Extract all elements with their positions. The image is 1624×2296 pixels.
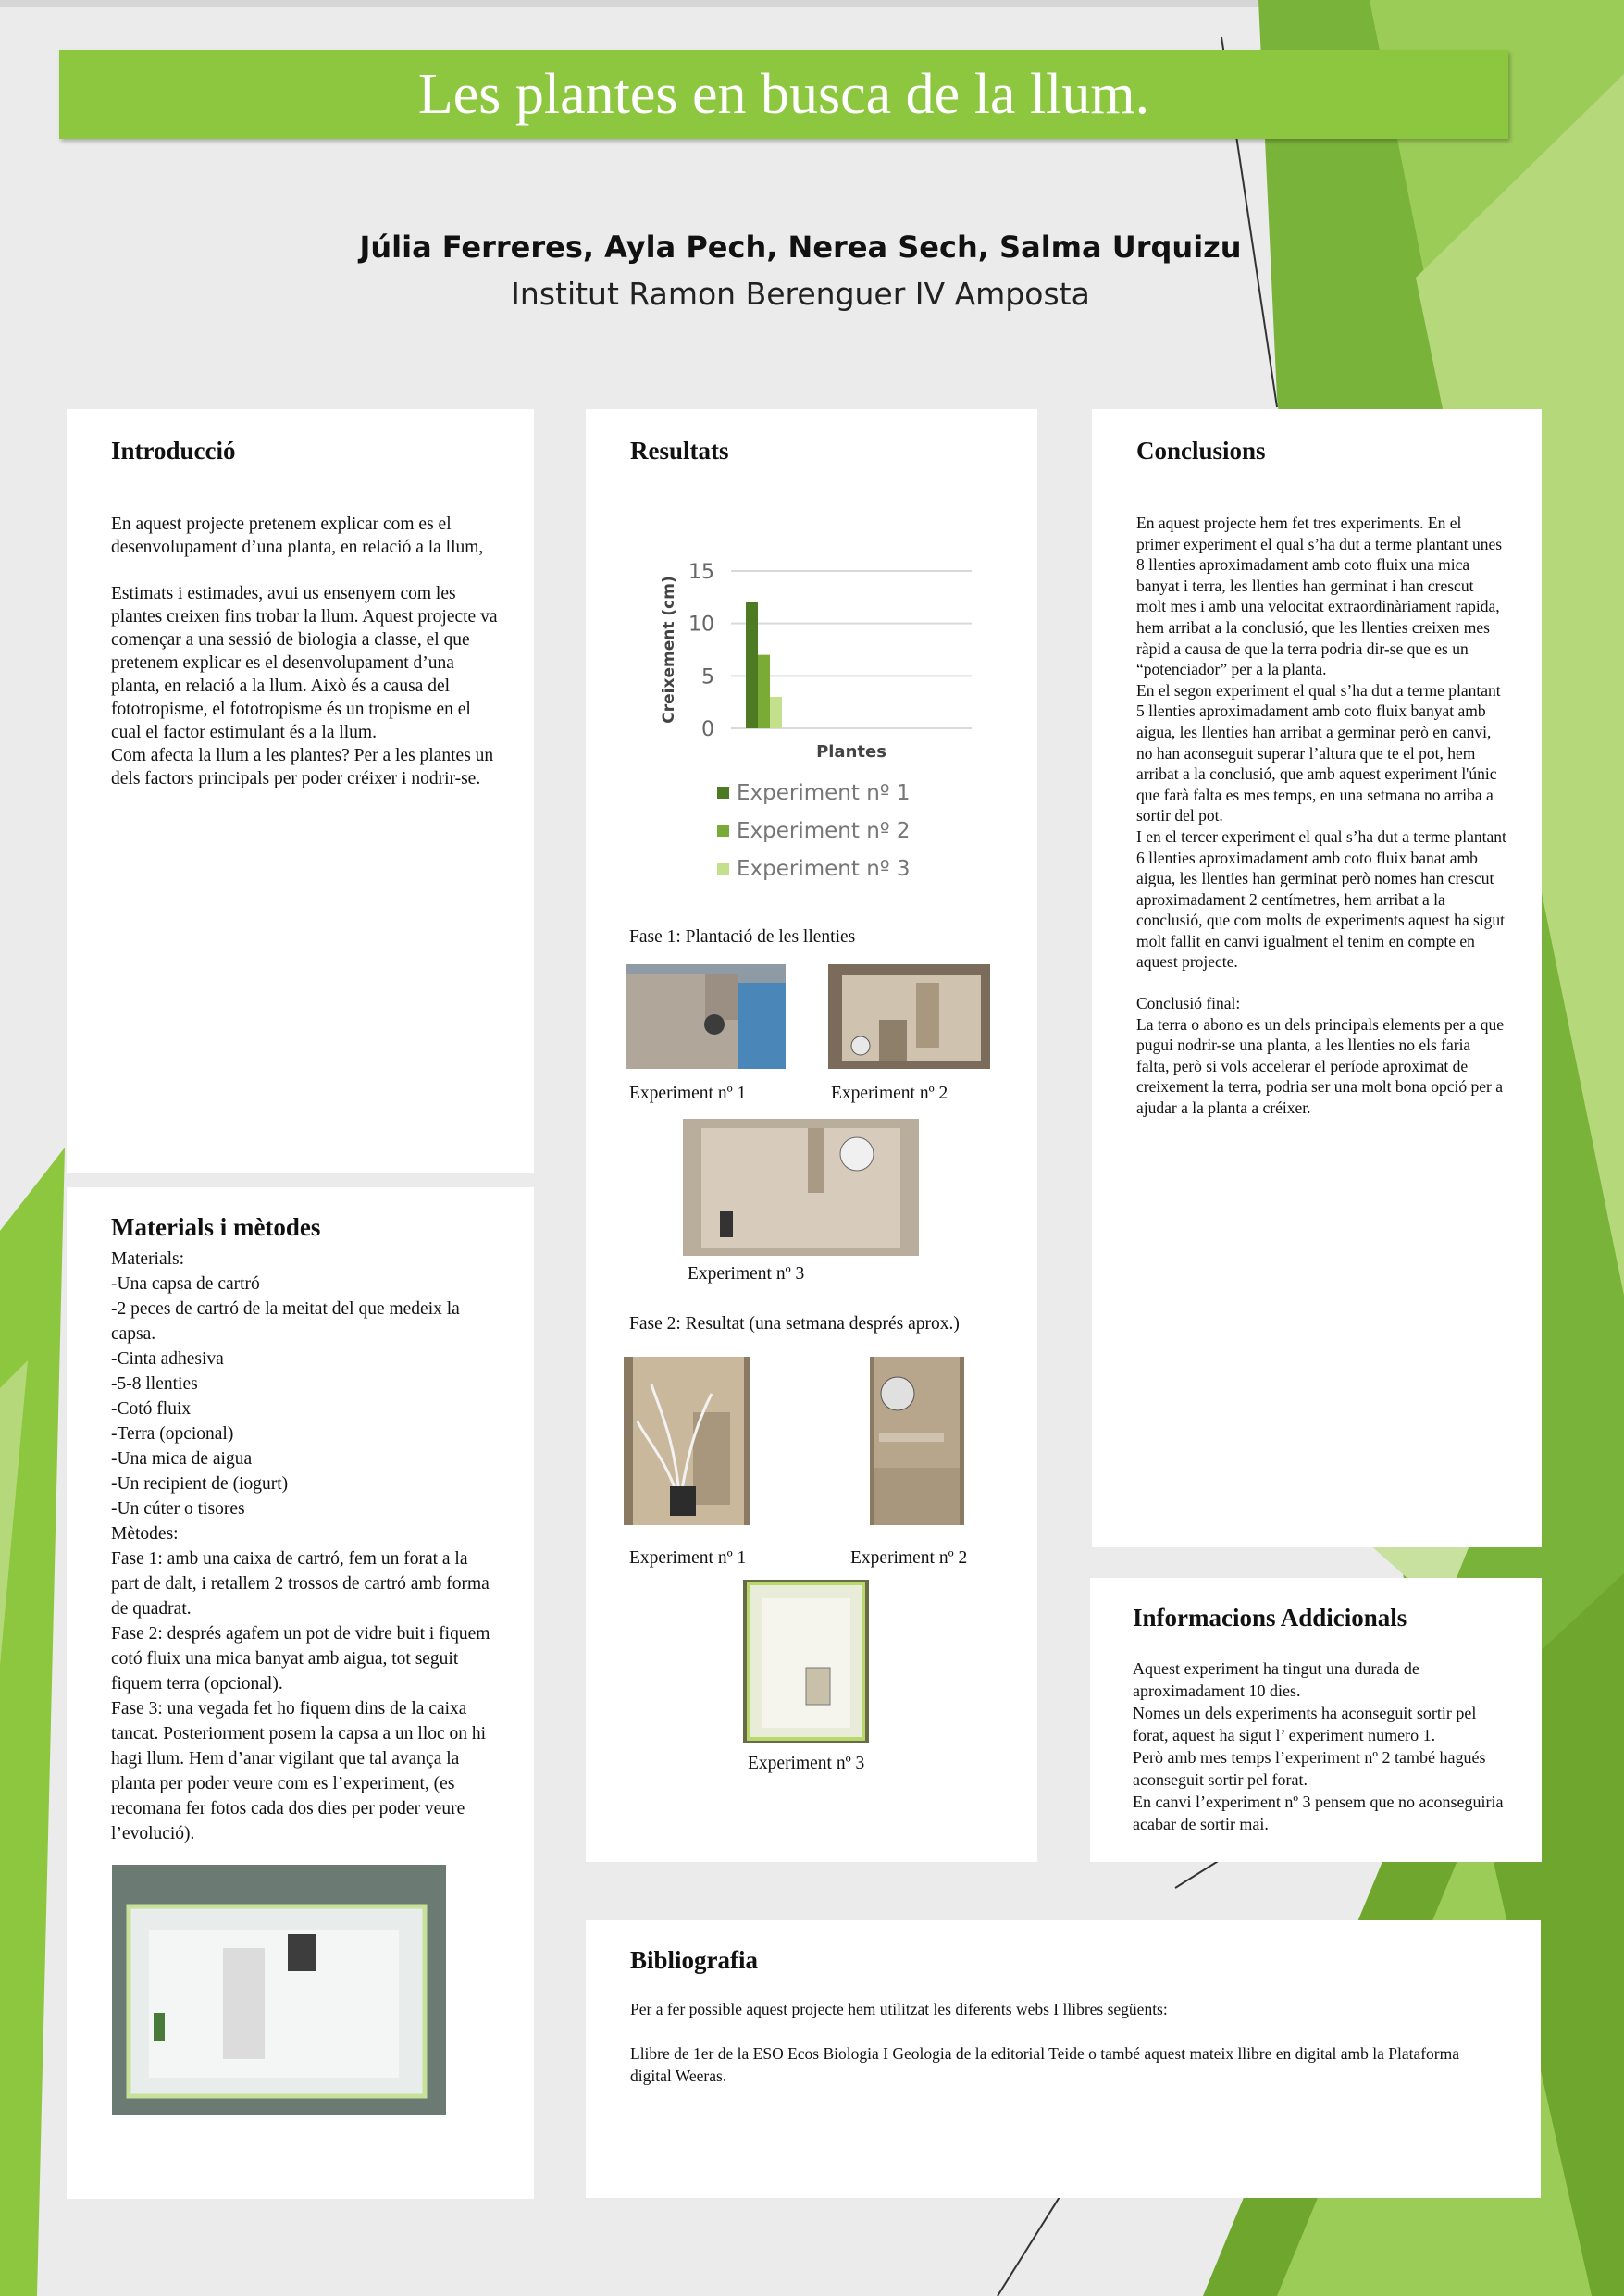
conclusions-heading: Conclusions [1136,437,1266,465]
bar-3 [770,697,782,728]
additional-paragraph: Aquest experiment ha tingut una durada de aproximadament 10 dies. [1133,1659,1419,1700]
bibliography-text [630,1998,1463,2087]
legend-swatch [717,787,729,799]
legend-label: Experiment nº 1 [737,781,911,805]
phase2-exp2-caption: Experiment nº 2 [850,1548,968,1568]
materials-line: Fase 3: una vegada fet ho fiquem dins de la caixa tancat. Posteriorment posem la capsa a un lloc on hi hagi llum. Hem d’anar vigilant que tal avança la planta per poder veure com es l’experiment, (es recomana fer fotos cada dos dies per poder veure l’evolució). [111,1699,487,1843]
materials-line: -Cotó fluix [111,1399,192,1419]
intro-text [111,513,500,790]
final-conclusion: La terra o abono es un dels principals elements per a que pugui nodrir-se una planta, a les llenties no els faria falta, però si vols accelerar el període aproximat de creixement la terra, podria ser una molt bona opció per a ajudar a la planta a créixer. [1136,1014,1505,1118]
additional-panel [1090,1578,1542,1862]
phase2-exp1-caption: Experiment nº 1 [629,1548,747,1568]
poster-title: Les plantes en busca de la llum. [59,50,1508,139]
phase1-exp3-photo [683,1119,919,1256]
additional-paragraph: En canvi l’experiment nº 3 pensem que no aconseguiria acabar de sortir mai. [1133,1793,1504,1833]
phase1-exp1-caption: Experiment nº 1 [629,1084,747,1103]
materials-line: Mètodes: [111,1524,179,1544]
legend-swatch [717,863,729,875]
materials-line: Fase 1: amb una caixa de cartró, fem un forat a la part de dalt, i retallem 2 trossos de cartró amb forma de quadrat. [111,1549,490,1619]
growth-chart [648,546,999,898]
additional-heading: Informacions Addicionals [1133,1604,1407,1632]
phase2-caption: Fase 2: Resultat (una setmana després aprox.) [629,1314,960,1334]
growth-bar-chart [648,546,999,898]
conclusions-paragraph: I en el tercer experiment el qual s’ha dut a terme plantant 6 llenties aproximadament amb coto fluix banat amb aigua, les llenties han germinat però nomes han crescut aproximadament 2 centímetres, hem arribat a la conclusió, que com molts de experiments aquest ha sigut molt fallit en canvi igualment el tenim en compte en aquest projecte. [1136,826,1506,972]
legend-label: Experiment nº 3 [737,857,911,881]
institution: Institut Ramon Berenguer IV Amposta [511,276,1090,312]
materials-text [111,1247,500,1846]
materials-line: -Una mica de aigua [111,1449,253,1469]
final-conclusion-label: Conclusió final: [1136,994,1241,1013]
additional-paragraph: Però amb mes temps l’experiment nº 2 també hagués aconseguit sortir pel forat. [1133,1748,1486,1789]
materials-line: -Un recipient de (iogurt) [111,1474,289,1494]
bibliography-paragraph: Per a fer possible aquest projecte hem utilitzat les diferents webs I llibres següents: [630,2000,1168,2018]
phase1-exp3-caption: Experiment nº 3 [688,1264,805,1284]
phase2-exp3-photo [743,1580,869,1743]
legend-label: Experiment nº 2 [737,819,911,843]
conclusions-panel [1092,409,1542,1547]
materials-line: Materials: [111,1249,185,1269]
materials-heading: Materials i mètodes [111,1213,321,1241]
x-axis-label: Plantes [816,742,886,762]
conclusions-text [1136,513,1506,1119]
legend-swatch [717,825,729,837]
intro-paragraph: Estimats i estimades, avui us ensenyem com les plantes creixen fins trobar la llum. Aquest projecte va començar a una sessió de biologia a classe, el que pretenem explicar es el desenvolupament d’una planta, en relació a la llum. Això és a causa del fototropisme, el fototropisme és un tropisme en el cual el factor estimulant és a la llum. [111,584,498,742]
materials-line: Fase 2: després agafem un pot de vidre buit i fiquem cotó fluix una mica banyat amb aigua, tot seguit fiquem terra (opcional). [111,1624,490,1694]
phase2-exp2-photo [870,1357,964,1525]
conclusions-paragraph: En aquest projecte hem fet tres experiments. En el primer experiment el qual s’ha dut a terme plantant unes 8 llenties aproximadament amb coto fluix una mica banyat i terra, les llenties han germinat i han crescut molt mes i amb una velocitat extraordinàriament rapida, hem arribat a la conclusió, que les llenties creixen mes ràpid a causa de que la terra podria dir-se que es un “potenciador” per a la planta. [1136,514,1503,679]
intro-paragraph: En aquest projecte pretenem explicar com es el desenvolupament d’una planta, en relació a la llum, [111,515,484,557]
phase1-exp2-caption: Experiment nº 2 [831,1084,948,1103]
phase1-exp1-photo [626,964,786,1069]
conclusions-paragraph: En el segon experiment el qual s’ha dut a terme plantant 5 llenties aproximadament amb coto fluix banyat amb aigua, les llenties han arribat a germinar però en canvi, no han aconseguit superar l’altura que te el pot, hem arribat a la conclusió, que amb aquest experiment l'únic que farà falta es mes temps, en una setmana no arriba a sortir del pot. [1136,680,1501,825]
materials-line: -2 peces de cartró de la meitat del que medeix la capsa. [111,1299,460,1344]
bibliography-heading: Bibliografia [630,1946,759,1974]
setup-photo [112,1865,446,2115]
bibliography-paragraph: Llibre de 1er de la ESO Ecos Biologia I Geologia de la editorial Teide o també aquest mateix llibre en digital amb la Plataforma digital Weeras. [630,2044,1460,2085]
bar-1 [746,602,758,728]
materials-panel [67,1187,534,2199]
bar-2 [758,655,770,728]
materials-line: -Una capsa de cartró [111,1274,260,1294]
materials-line: -Un cúter o tisores [111,1499,245,1519]
y-axis-label: Creixement (cm) [660,576,678,724]
materials-line: -Terra (opcional) [111,1424,234,1444]
y-tick-label: 15 [688,561,714,584]
additional-paragraph: Nomes un dels experiments ha aconseguit sortir pel forat, aquest ha sigut l’ experiment numero 1. [1133,1704,1477,1744]
phase1-exp2-photo [828,964,990,1069]
intro-heading: Introducció [111,437,236,465]
phase2-exp3-caption: Experiment nº 3 [748,1754,865,1773]
authors: Júlia Ferreres, Ayla Pech, Nerea Sech, Salma Urquizu [359,230,1242,265]
y-tick-label: 10 [688,613,714,637]
intro-paragraph: Com afecta la llum a les plantes? Per a les plantes un dels factors principals per poder créixer i nodrir-se. [111,746,494,788]
results-heading: Resultats [630,437,729,465]
materials-line: -5-8 llenties [111,1374,198,1394]
y-tick-label: 5 [701,665,714,689]
intro-panel [67,409,534,1173]
materials-line: -Cinta adhesiva [111,1349,224,1369]
additional-text [1133,1657,1512,1835]
y-tick-label: 0 [701,718,714,741]
phase1-caption: Fase 1: Plantació de les llenties [629,927,856,947]
bibliography-panel [586,1920,1541,2198]
phase2-exp1-photo [624,1357,750,1525]
